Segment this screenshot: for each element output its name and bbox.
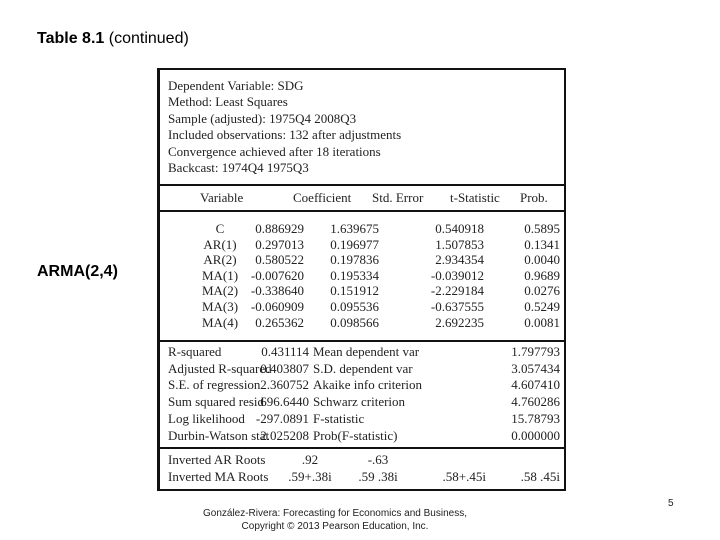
prob-value: 0.1341	[524, 236, 560, 252]
t-statistic-value: -0.637555	[430, 299, 484, 314]
roots-label: Inverted AR Roots	[168, 452, 266, 467]
header-line: Backcast: 1974Q4 1975Q3	[168, 160, 309, 175]
root-value: .58 .45i	[520, 468, 560, 484]
std-error-value: 1.639675	[330, 221, 379, 236]
stat-value: 4.607410	[511, 377, 560, 393]
stat-label: Durbin-Watson stat	[168, 427, 270, 443]
roots-row: Inverted AR Roots .92 -.63	[168, 452, 389, 467]
stat-value: 15.78793	[511, 410, 560, 426]
table-row	[160, 299, 564, 315]
prob-value: 0.5895	[524, 221, 560, 236]
std-error-value: 0.098566	[330, 314, 379, 330]
col-coefficient: Coefficient	[293, 190, 352, 205]
t-statistic-value: 2.934354	[435, 252, 484, 268]
page-number: 5	[668, 498, 674, 509]
stats-row	[160, 394, 564, 410]
stat-value: 4.760286	[511, 394, 560, 410]
header-line: Sample (adjusted): 1975Q4 2008Q3	[168, 110, 357, 126]
stat-value: 2.025208	[260, 427, 309, 443]
table-row	[160, 268, 564, 284]
stat-value: 0.000000	[511, 427, 560, 443]
stat-value: 0.431114	[261, 344, 309, 359]
roots-label: Inverted MA Roots	[168, 468, 269, 484]
table-row	[160, 237, 564, 253]
stat-label: Sum squared resid	[168, 394, 265, 410]
stat-label: S.D. dependent var	[313, 360, 413, 376]
model-label: ARMA(2,4)	[37, 263, 118, 280]
header-line: Dependent Variable: SDG	[168, 78, 304, 93]
std-error-value: 0.197836	[330, 252, 379, 268]
stat-label: Adjusted R-squared	[168, 360, 272, 376]
stats-row	[160, 361, 564, 377]
footer-line-1: González-Rivera: Forecasting for Economics and Business,	[202, 508, 467, 519]
roots-row: Inverted MA Roots .59+.38i .59 .38i .58+.45i .58 .45i	[168, 468, 560, 484]
divider	[160, 210, 564, 212]
std-error-value: 0.195334	[330, 267, 379, 283]
coefficient-value: 0.297013	[255, 236, 304, 252]
t-statistic-value: 0.540918	[435, 221, 484, 236]
stat-label: Log likelihood	[168, 410, 245, 426]
std-error-value: 0.151912	[330, 283, 379, 299]
table-row	[160, 252, 564, 268]
variable-name: C	[215, 221, 225, 236]
divider	[160, 184, 564, 186]
coefficient-value: -0.338640	[250, 283, 304, 299]
stat-label: R-squared	[168, 344, 222, 359]
t-statistic-value: 2.692235	[435, 314, 484, 330]
table-row	[160, 283, 564, 299]
header-line: Convergence achieved after 18 iterations	[168, 143, 381, 159]
divider	[160, 340, 564, 342]
prob-value: 0.0040	[524, 252, 560, 268]
stats-row	[160, 411, 564, 427]
stat-label: Prob(F-statistic)	[313, 427, 398, 443]
stat-label: S.E. of regression	[168, 377, 261, 393]
stat-value: 3.057434	[511, 360, 560, 376]
t-statistic-value: -0.039012	[430, 267, 484, 283]
footer-copyright	[170, 507, 500, 533]
col-variable: Variable	[200, 190, 244, 205]
stat-label: F-statistic	[313, 410, 365, 426]
prob-value: 0.9689	[524, 267, 560, 283]
stat-label: Mean dependent var	[313, 344, 420, 359]
coefficient-value: 0.580522	[255, 252, 304, 268]
divider	[160, 447, 564, 449]
coefficient-value: -0.007620	[250, 267, 304, 283]
variable-name: AR(1)	[203, 236, 237, 252]
variable-name: MA(4)	[201, 314, 239, 330]
header-line: Method: Least Squares	[168, 94, 288, 110]
title-suffix: (continued)	[104, 30, 189, 47]
col-prob: Prob.	[520, 190, 548, 205]
table-number: Table 8.1	[37, 30, 105, 47]
table-row	[160, 221, 564, 237]
stat-label: Akaike info criterion	[313, 377, 423, 393]
prob-value: 0.5249	[524, 299, 560, 314]
t-statistic-value: 1.507853	[435, 236, 484, 252]
root-value: .58+.45i	[442, 468, 486, 484]
stat-value: 2.360752	[260, 377, 309, 393]
variable-name: MA(2)	[201, 283, 239, 299]
slide-title	[37, 30, 189, 48]
prob-value: 0.0081	[524, 314, 560, 330]
col-std-error: Std. Error	[372, 190, 424, 205]
table-row	[160, 315, 564, 331]
variable-name: MA(1)	[201, 267, 239, 283]
std-error-value: 0.095536	[330, 299, 379, 314]
coefficient-value: 0.265362	[255, 314, 304, 330]
coefficient-value: -0.060909	[250, 299, 304, 314]
stat-label: Schwarz criterion	[313, 394, 406, 410]
stats-row	[160, 377, 564, 393]
stat-value: 0.403807	[260, 360, 309, 376]
regression-output-table	[157, 68, 566, 491]
stats-row	[160, 344, 564, 360]
stat-value: 1.797793	[511, 344, 560, 359]
coefficient-value: 0.886929	[255, 221, 304, 236]
variable-name: AR(2)	[203, 252, 237, 268]
t-statistic-value: -2.229184	[430, 283, 484, 299]
col-t-statistic: t-Statistic	[450, 190, 500, 205]
stat-value: 696.6440	[260, 394, 309, 410]
std-error-value: 0.196977	[330, 236, 379, 252]
stat-value: -297.0891	[255, 410, 309, 426]
prob-value: 0.0276	[524, 283, 560, 299]
column-header-row	[160, 190, 564, 206]
header-line: Included observations: 132 after adjustments	[168, 127, 402, 143]
variable-name: MA(3)	[201, 299, 239, 314]
stats-row	[160, 428, 564, 444]
footer-line-2: Copyright © 2013 Pearson Education, Inc.	[241, 521, 429, 532]
